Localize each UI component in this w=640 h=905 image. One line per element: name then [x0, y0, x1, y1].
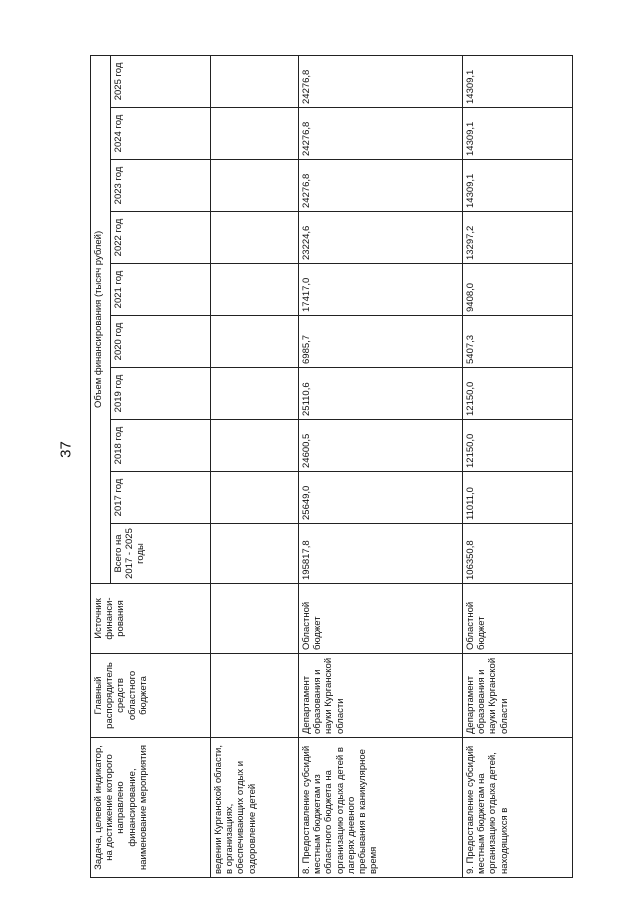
- value-cell: [211, 472, 299, 524]
- header-year-2020: 2020 год: [111, 316, 211, 368]
- header-total: Всего на 2017 - 2025 годы: [111, 524, 211, 584]
- value-cell: 14309,1: [463, 55, 573, 107]
- header-task: Задача, целевой индикатор, на достижение которого направлено финансирование, наименование мероприятия: [91, 738, 211, 878]
- header-year-2018: 2018 год: [111, 420, 211, 472]
- value-cell: 24600,5: [299, 420, 463, 472]
- page-number: 37: [57, 441, 75, 458]
- table-row: [211, 55, 299, 877]
- value-cell: [211, 420, 299, 472]
- value-cell: 12150,0: [463, 368, 573, 420]
- table-wrapper: [90, 60, 510, 878]
- value-cell: [211, 212, 299, 264]
- header-source: Источник финанси-рования: [91, 584, 211, 654]
- table-row: [463, 55, 573, 877]
- value-cell: [211, 108, 299, 160]
- value-cell: [211, 316, 299, 368]
- source-cell: [211, 584, 299, 654]
- owner-cell: [211, 654, 299, 738]
- header-year-2017: 2017 год: [111, 472, 211, 524]
- owner-cell: Департамент образования и науки Курганской области: [299, 654, 463, 738]
- value-cell: 14309,1: [463, 160, 573, 212]
- task-cell: 9. Предоставление субсидий местным бюджетам на организацию отдыха детей, находящихся в: [463, 738, 573, 878]
- source-cell: Областной бюджет: [299, 584, 463, 654]
- value-cell: 9408,0: [463, 264, 573, 316]
- value-cell: [211, 160, 299, 212]
- header-year-2025: 2025 год: [111, 55, 211, 107]
- task-cell: 8. Предоставление субсидий местным бюджетам из областного бюджета на организацию отдыха детей в лагерях дневного пребывания в каникулярное время: [299, 738, 463, 878]
- value-cell: 5407,3: [463, 316, 573, 368]
- value-cell: [211, 264, 299, 316]
- table-row: [299, 55, 463, 877]
- header-owner: Главный распорядитель средств областного бюджета: [91, 654, 211, 738]
- value-cell: 12150,0: [463, 420, 573, 472]
- financing-table: [90, 55, 573, 878]
- total-cell: 195817,8: [299, 524, 463, 584]
- header-year-2023: 2023 год: [111, 160, 211, 212]
- header-year-2019: 2019 год: [111, 368, 211, 420]
- total-cell: [211, 524, 299, 584]
- value-cell: [211, 368, 299, 420]
- value-cell: 24276,8: [299, 160, 463, 212]
- value-cell: 25649,0: [299, 472, 463, 524]
- owner-cell: Департамент образования и науки Курганской области: [463, 654, 573, 738]
- header-year-2022: 2022 год: [111, 212, 211, 264]
- value-cell: 24276,8: [299, 108, 463, 160]
- task-cell: ведении Курганской области, в организациях, обеспечивающих отдых и оздоровление детей: [211, 738, 299, 878]
- value-cell: 14309,1: [463, 108, 573, 160]
- value-cell: [211, 55, 299, 107]
- total-cell: 106350,8: [463, 524, 573, 584]
- header-volume: Объем финансирования (тысяч рублей): [91, 55, 111, 583]
- value-cell: 23224,6: [299, 212, 463, 264]
- value-cell: 24276,8: [299, 55, 463, 107]
- header-year-2021: 2021 год: [111, 264, 211, 316]
- source-cell: Областной бюджет: [463, 584, 573, 654]
- value-cell: 6985,7: [299, 316, 463, 368]
- value-cell: 25110,6: [299, 368, 463, 420]
- value-cell: 17417,0: [299, 264, 463, 316]
- rotated-table-frame: [90, 60, 510, 878]
- value-cell: 11011,0: [463, 472, 573, 524]
- header-year-2024: 2024 год: [111, 108, 211, 160]
- value-cell: 13297,2: [463, 212, 573, 264]
